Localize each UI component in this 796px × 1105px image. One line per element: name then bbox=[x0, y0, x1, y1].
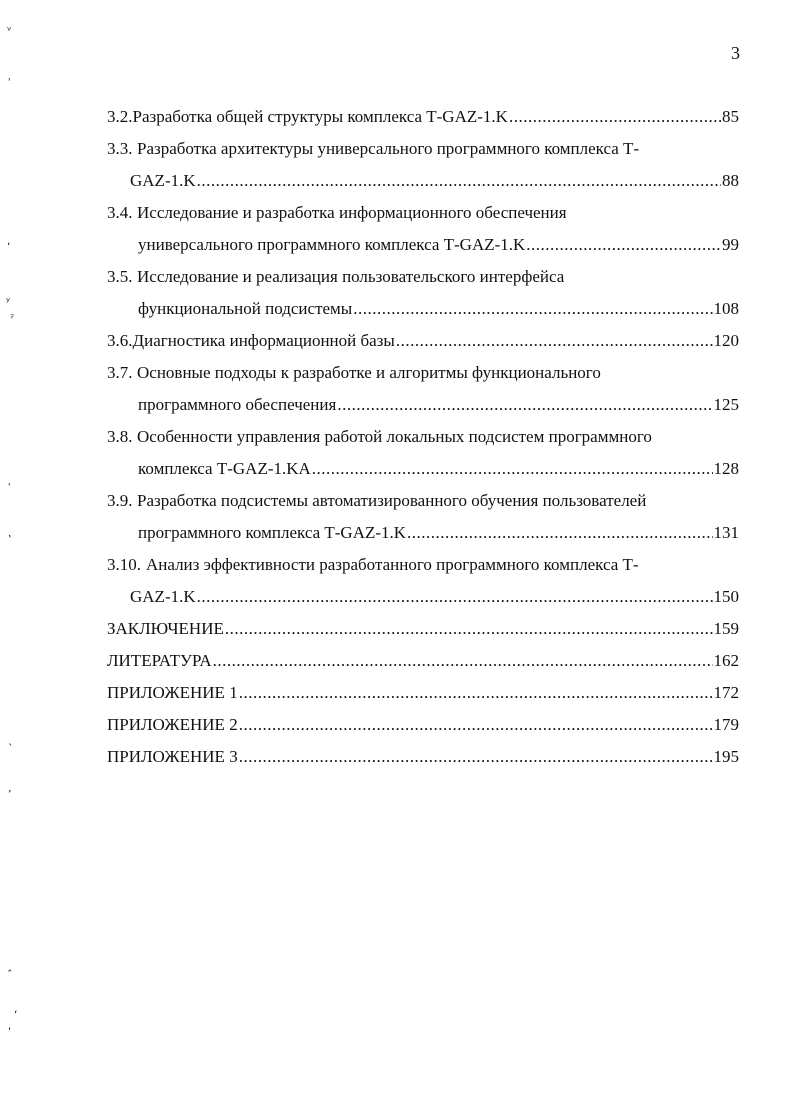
toc-entry-title: ПРИЛОЖЕНИЕ 2 bbox=[107, 715, 238, 734]
toc-entry-title: ПРИЛОЖЕНИЕ 1 bbox=[107, 683, 238, 702]
toc-entry-number: 3.7. bbox=[107, 363, 133, 382]
toc-entry-page: 159 bbox=[713, 619, 739, 638]
toc-entry[interactable] bbox=[107, 330, 739, 362]
toc-entry-title: Разработка общей структуры комплекса Т-GAZ-1.K bbox=[132, 107, 508, 126]
toc-leader-dots bbox=[396, 330, 713, 352]
toc-entry[interactable] bbox=[107, 490, 739, 554]
toc-entry[interactable] bbox=[107, 106, 739, 138]
scan-speck-icon: ˆ bbox=[7, 968, 13, 981]
toc-entry-page: 125 bbox=[713, 395, 739, 414]
toc-entry-conclusion[interactable] bbox=[107, 618, 739, 650]
scan-speck-icon: ᵛ bbox=[7, 24, 12, 37]
toc-entry[interactable] bbox=[107, 362, 739, 426]
toc-entry-number: 3.4. bbox=[107, 203, 133, 222]
toc-leader-dots bbox=[312, 458, 713, 480]
toc-leader-dots bbox=[337, 394, 712, 416]
toc-entry-page: 195 bbox=[713, 747, 739, 766]
table-of-contents bbox=[107, 106, 739, 778]
toc-entry-page: 162 bbox=[713, 651, 739, 670]
toc-leader-dots bbox=[213, 650, 713, 672]
toc-entry-title-continued: программного обеспечения bbox=[138, 395, 337, 414]
toc-entry-appendix-3[interactable] bbox=[107, 746, 739, 778]
toc-leader-dots bbox=[225, 618, 713, 640]
scan-speck-icon: ˎ bbox=[8, 733, 14, 746]
toc-entry-number: 3.3. bbox=[107, 139, 133, 158]
toc-entry-title-continued: универсального программного комплекса Т-GAZ-1.K bbox=[138, 235, 526, 254]
toc-entry-title: Особенности управления работой локальных подсистем программного bbox=[137, 427, 652, 446]
toc-leader-dots bbox=[197, 586, 713, 608]
toc-entry-title-continued: GAZ-1.K bbox=[130, 171, 196, 190]
toc-entry-title: Разработка архитектуры универсального программного комплекса Т- bbox=[137, 139, 640, 158]
toc-entry-number: 3.5. bbox=[107, 267, 133, 286]
toc-entry-page: 108 bbox=[713, 299, 739, 318]
toc-entry-literature[interactable] bbox=[107, 650, 739, 682]
toc-entry-title: ПРИЛОЖЕНИЕ 3 bbox=[107, 747, 238, 766]
toc-entry-title-continued: комплекса Т-GAZ-1.KA bbox=[138, 459, 311, 478]
scan-speck-icon: ʼ bbox=[8, 788, 12, 801]
toc-entry-number: 3.2. bbox=[107, 107, 133, 126]
toc-entry-number: 3.9. bbox=[107, 491, 133, 510]
toc-leader-dots bbox=[407, 522, 712, 544]
toc-entry-title-continued: GAZ-1.K bbox=[130, 587, 196, 606]
scan-speck-icon: ʽ bbox=[8, 534, 12, 547]
toc-entry-page: 179 bbox=[713, 715, 739, 734]
toc-entry-page: 150 bbox=[713, 587, 739, 606]
toc-leader-dots bbox=[526, 234, 721, 256]
toc-entry-number: 3.10. bbox=[107, 555, 141, 574]
toc-entry-appendix-2[interactable] bbox=[107, 714, 739, 746]
toc-leader-dots bbox=[509, 106, 721, 128]
toc-entry-title-continued: функциональной подсистемы bbox=[138, 299, 353, 318]
toc-leader-dots bbox=[239, 682, 713, 704]
scan-speck-icon: ʻ bbox=[7, 240, 11, 253]
toc-leader-dots bbox=[353, 298, 712, 320]
toc-entry-title: ЗАКЛЮЧЕНИЕ bbox=[107, 619, 224, 638]
toc-entry-page: 120 bbox=[713, 331, 739, 350]
scan-speck-icon: ʿ bbox=[8, 481, 12, 494]
toc-entry[interactable] bbox=[107, 202, 739, 266]
toc-entry-title: Исследование и разработка информационного обеспечения bbox=[137, 203, 567, 222]
scan-speck-icon: ˀ bbox=[10, 312, 15, 325]
toc-entry-title: ЛИТЕРАТУРА bbox=[107, 651, 212, 670]
toc-leader-dots bbox=[239, 746, 713, 768]
toc-entry-page: 128 bbox=[713, 459, 739, 478]
scan-speck-icon: ʸ bbox=[6, 295, 11, 308]
scan-speck-icon: ʹ bbox=[8, 1026, 12, 1039]
toc-entry-title-continued: программного комплекса Т-GAZ-1.K bbox=[138, 523, 407, 542]
toc-entry-page: 85 bbox=[722, 107, 739, 126]
page-number: 3 bbox=[731, 43, 740, 63]
toc-entry[interactable] bbox=[107, 554, 739, 618]
toc-entry-title: Исследование и реализация пользовательского интерфейса bbox=[137, 267, 565, 286]
toc-leader-dots bbox=[239, 714, 713, 736]
toc-entry-number: 3.6. bbox=[107, 331, 133, 350]
toc-entry-title: Диагностика информационной базы bbox=[132, 331, 395, 350]
toc-entry-page: 99 bbox=[722, 235, 739, 254]
toc-entry-title: Анализ эффективности разработанного программного комплекса Т- bbox=[146, 555, 639, 574]
toc-entry-page: 172 bbox=[713, 683, 739, 702]
toc-entry-title: Разработка подсистемы автоматизированного обучения пользователей bbox=[137, 491, 647, 510]
toc-entry-page: 88 bbox=[722, 171, 739, 190]
scan-speck-icon: ʻ bbox=[14, 1008, 18, 1021]
toc-entry-appendix-1[interactable] bbox=[107, 682, 739, 714]
toc-entry[interactable] bbox=[107, 266, 739, 330]
toc-entry[interactable] bbox=[107, 138, 739, 202]
toc-entry[interactable] bbox=[107, 426, 739, 490]
toc-leader-dots bbox=[197, 170, 721, 192]
toc-entry-title: Основные подходы к разработке и алгоритмы функционального bbox=[137, 363, 601, 382]
toc-entry-page: 131 bbox=[713, 523, 739, 542]
scan-speck-icon: ʾ bbox=[8, 76, 12, 89]
toc-entry-number: 3.8. bbox=[107, 427, 133, 446]
